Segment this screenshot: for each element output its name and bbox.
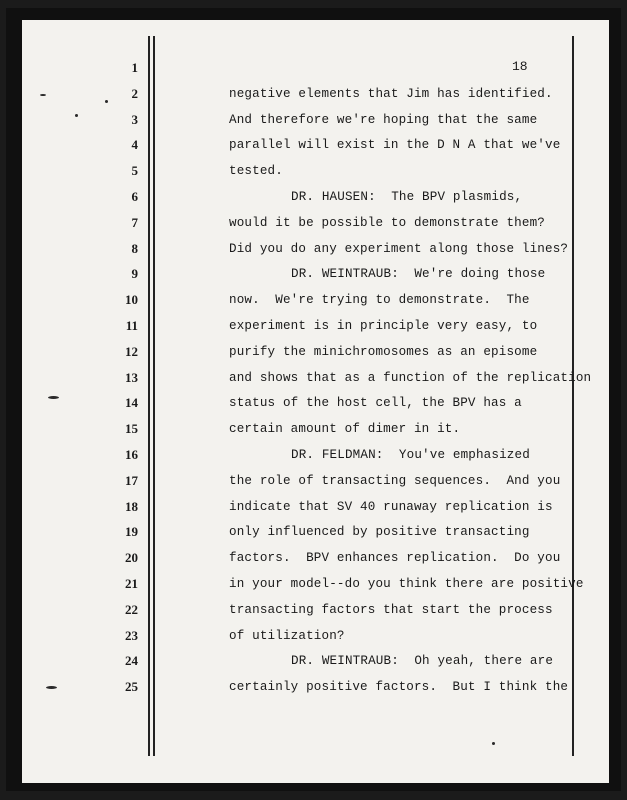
transcript-line: purify the minichromosomes as an episome <box>229 344 538 359</box>
line-number: 20 <box>125 550 138 566</box>
line-number: 10 <box>125 292 138 308</box>
line-number: 21 <box>125 576 138 591</box>
line-number: 14 <box>125 395 138 411</box>
line-number: 4 <box>131 137 138 153</box>
transcript-line: indicate that SV 40 runaway replication is <box>229 499 553 514</box>
transcript-line: DR. HAUSEN: The BPV plasmids, <box>291 190 523 204</box>
transcript-line: And therefore we're hoping that the same <box>229 112 538 127</box>
scan-mark <box>105 100 108 103</box>
line-number: 16 <box>125 447 138 462</box>
transcript-line: certainly positive factors. But I think the <box>229 680 569 695</box>
transcript-line: of utilization? <box>229 628 345 643</box>
line-number: 18 <box>125 498 138 514</box>
transcript-line: experiment is in principle very easy, to <box>229 319 538 333</box>
transcript-line: and shows that as a function of the replication <box>229 370 592 385</box>
line-number: 1 <box>131 60 138 75</box>
transcript-line: factors. BPV enhances replication. Do you <box>229 551 561 566</box>
left-margin-rule-outer <box>148 36 150 756</box>
transcript-line: the role of transacting sequences. And you <box>229 473 561 488</box>
transcript-line: negative elements that Jim has identified. <box>229 86 553 101</box>
line-number: 7 <box>131 214 138 230</box>
line-number: 23 <box>125 627 138 643</box>
transcript-line: would it be possible to demonstrate them? <box>229 215 546 230</box>
transcript-line: certain amount of dimer in it. <box>229 422 461 437</box>
line-number: 3 <box>131 111 138 127</box>
line-number: 15 <box>125 421 138 437</box>
line-number: 11 <box>125 318 138 333</box>
scan-mark <box>75 114 78 117</box>
transcript-line: parallel will exist in the D N A that we've <box>229 138 561 153</box>
left-margin-rule-inner <box>153 36 155 756</box>
line-number: 24 <box>125 653 138 669</box>
transcript-line: transacting factors that start the process <box>229 602 553 617</box>
transcript-line: DR. FELDMAN: You've emphasized <box>291 448 530 462</box>
line-number: 2 <box>131 85 138 101</box>
line-number: 8 <box>131 240 138 256</box>
line-number: 13 <box>125 369 138 385</box>
line-number: 12 <box>125 343 138 359</box>
line-number: 17 <box>125 472 138 488</box>
line-number: 25 <box>125 679 138 695</box>
transcript-line: in your model--do you think there are positive <box>229 577 584 591</box>
right-margin-rule <box>572 36 574 756</box>
transcript-line: Did you do any experiment along those lines? <box>229 241 569 256</box>
transcript-line: DR. WEINTRAUB: Oh yeah, there are <box>291 654 554 669</box>
transcript-line: now. We're trying to demonstrate. The <box>229 293 530 308</box>
line-number: 6 <box>131 189 138 204</box>
scan-mark <box>46 686 57 689</box>
line-number: 5 <box>131 163 138 179</box>
scan-mark <box>48 396 59 399</box>
line-number: 22 <box>125 601 138 617</box>
transcript-line: only influenced by positive transacting <box>229 525 530 540</box>
transcript-line: tested. <box>229 164 283 179</box>
transcript-line: DR. WEINTRAUB: We're doing those <box>291 267 546 282</box>
line-number: 19 <box>125 524 138 540</box>
page-number: 18 <box>512 59 528 74</box>
scan-mark <box>492 742 495 745</box>
transcript-line: status of the host cell, the BPV has a <box>229 396 522 411</box>
line-number: 9 <box>131 266 138 282</box>
scan-mark <box>40 94 46 96</box>
